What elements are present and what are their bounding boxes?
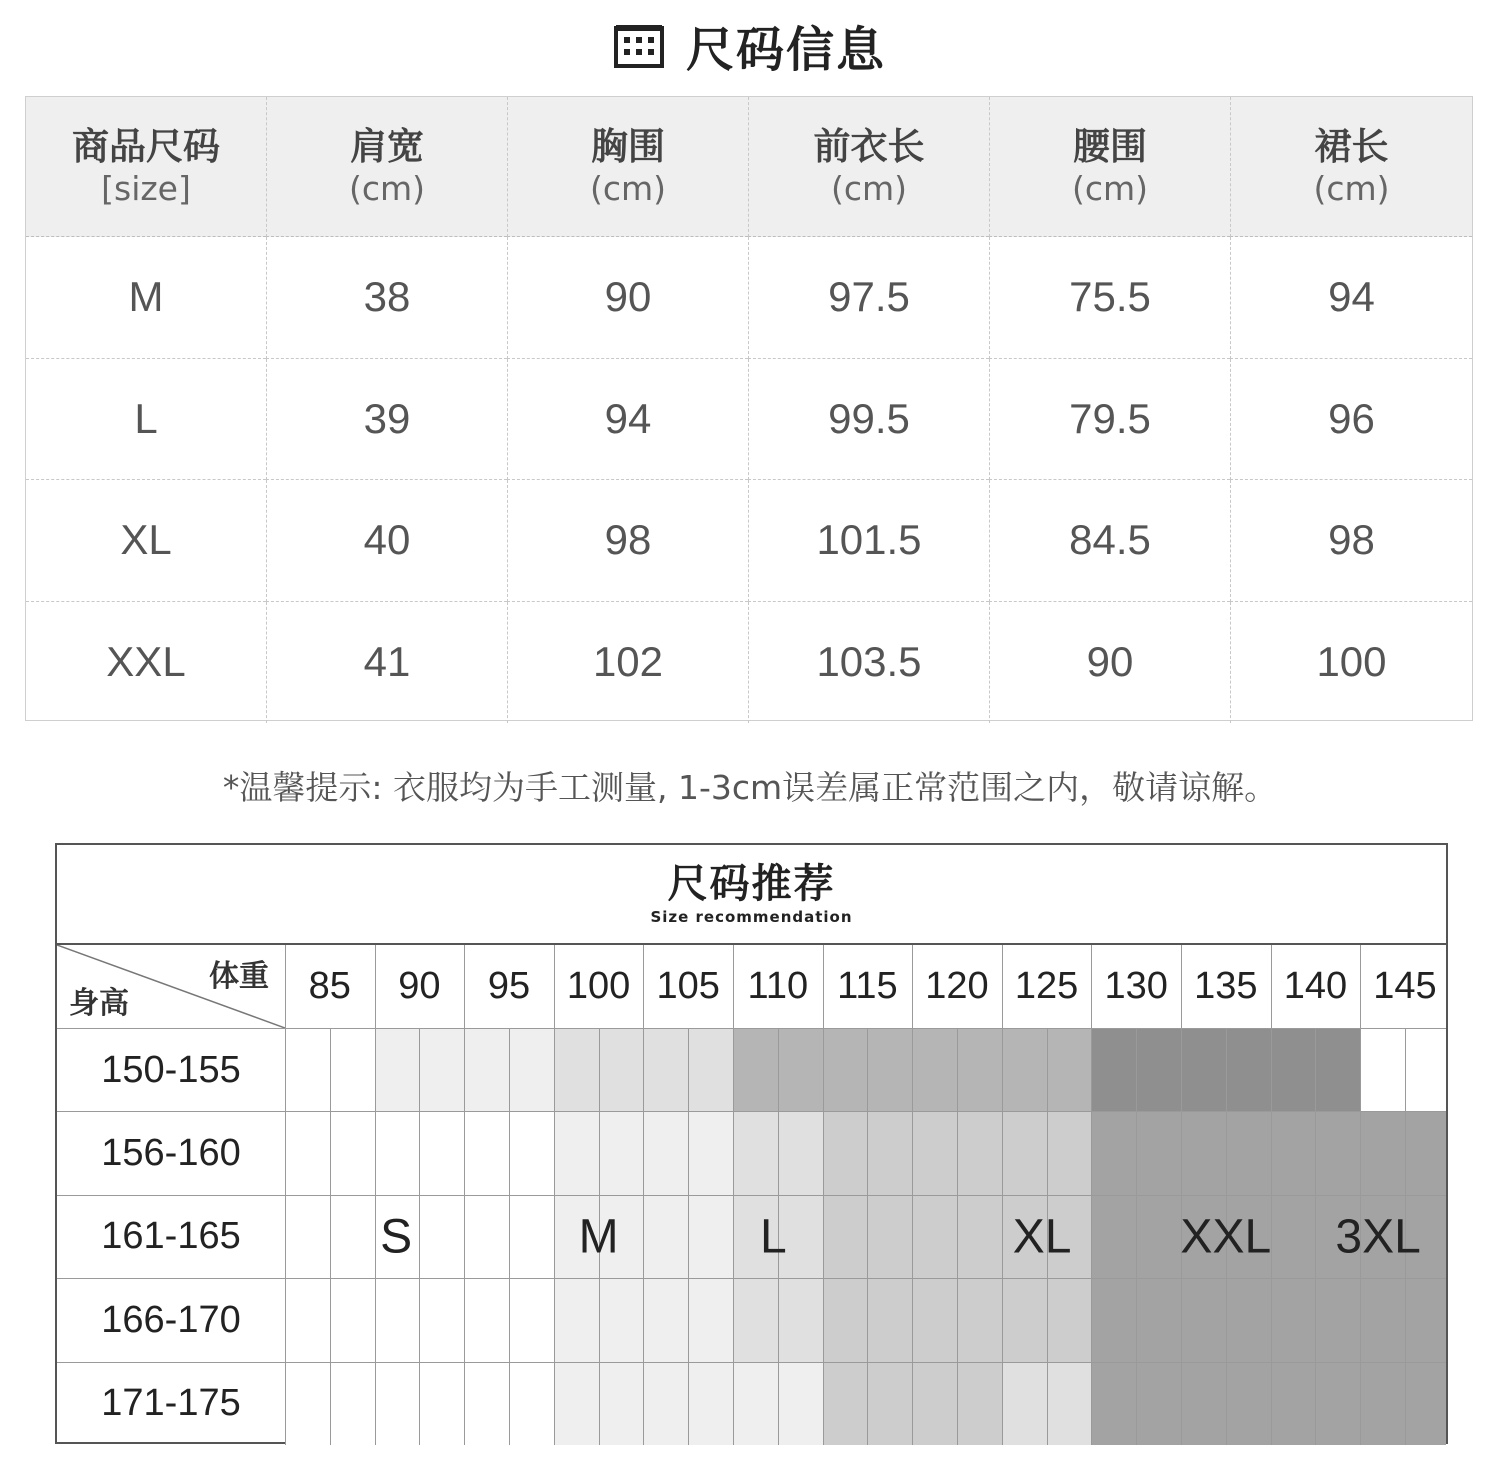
recommendation-cell xyxy=(1405,1028,1446,1111)
recommendation-cell xyxy=(1405,1362,1446,1445)
recommendation-cell xyxy=(1181,1278,1226,1361)
ruler-grid-icon xyxy=(614,22,664,68)
measurement-cell: 40 xyxy=(266,480,507,602)
table-row xyxy=(26,602,1472,724)
measurement-cell: 103.5 xyxy=(748,602,989,724)
page-title xyxy=(0,10,1500,80)
header-cell xyxy=(748,97,989,237)
recommendation-cell xyxy=(1360,1111,1405,1194)
weight-label: 125 xyxy=(1014,965,1079,1007)
recommendation-cell xyxy=(1360,1362,1405,1445)
grid-divider xyxy=(1271,945,1272,1028)
recommendation-cell xyxy=(1181,1111,1226,1194)
recommendation-cell xyxy=(509,1028,554,1111)
recommendation-cell xyxy=(1226,1362,1271,1445)
recommendation-cell xyxy=(330,1195,375,1278)
recommendation-cell xyxy=(823,1195,868,1278)
measurement-cell: 101.5 xyxy=(748,480,989,602)
header-cell xyxy=(26,97,266,237)
recommendation-cell xyxy=(1315,1111,1360,1194)
recommendation-cell xyxy=(643,1278,688,1361)
axis-corner xyxy=(57,945,285,1028)
recommendation-cell xyxy=(419,1278,464,1361)
weight-label: 100 xyxy=(566,965,631,1007)
recommendation-cell xyxy=(419,1195,464,1278)
recommendation-cell xyxy=(957,1195,1002,1278)
recommendation-cell xyxy=(375,1362,420,1445)
recommendation-cell xyxy=(1002,1111,1047,1194)
weight-label: 130 xyxy=(1104,965,1168,1007)
size-cell: XL xyxy=(26,480,266,602)
recommendation-header xyxy=(57,845,1446,945)
recommendation-cell xyxy=(823,1028,868,1111)
recommendation-cell xyxy=(733,1028,778,1111)
recommendation-cell xyxy=(1091,1111,1136,1194)
weight-label: 145 xyxy=(1373,965,1437,1007)
weight-label: 115 xyxy=(837,965,898,1007)
recommendation-cell xyxy=(1091,1278,1136,1361)
table-row xyxy=(26,480,1472,602)
grid-divider xyxy=(1091,945,1092,1028)
recommendation-cell xyxy=(599,1362,644,1445)
header-unit: (cm) xyxy=(1313,168,1390,208)
recommendation-cell xyxy=(464,1195,509,1278)
header-label: 肩宽 xyxy=(350,124,424,168)
recommendation-cell xyxy=(1002,1362,1047,1445)
recommendation-cell xyxy=(1091,1195,1136,1278)
grid-divider xyxy=(733,945,734,1028)
recommendation-cell xyxy=(509,1195,554,1278)
recommendation-cell xyxy=(912,1028,957,1111)
recommendation-cell xyxy=(733,1111,778,1194)
recommendation-cell xyxy=(1002,1278,1047,1361)
recommendation-cell xyxy=(1315,1028,1360,1111)
header-label: 裙长 xyxy=(1314,124,1389,168)
recommendation-cell xyxy=(1181,1362,1226,1445)
size-cell: XXL xyxy=(106,638,186,686)
recommendation-cell xyxy=(643,1111,688,1194)
recommendation-cell xyxy=(1360,1028,1405,1111)
recommendation-cell xyxy=(285,1111,330,1194)
recommendation-cell xyxy=(912,1362,957,1445)
grid-divider xyxy=(375,945,376,1028)
grid-divider xyxy=(823,945,824,1028)
weight-label: 110 xyxy=(747,965,809,1007)
height-label: 150-155 xyxy=(57,1028,285,1111)
recommendation-cell xyxy=(1091,1028,1136,1111)
recommendation-cell xyxy=(1091,1362,1136,1445)
title-text: 尺码信息 xyxy=(685,21,886,78)
measurement-cell: 41 xyxy=(266,602,507,724)
measurement-cell: 98 xyxy=(507,480,748,602)
recommendation-cell xyxy=(599,1111,644,1194)
recommendation-cell xyxy=(375,1278,420,1361)
recommendation-cell xyxy=(509,1362,554,1445)
recommendation-cell xyxy=(1360,1278,1405,1361)
recommendation-cell xyxy=(285,1362,330,1445)
size-cell: L xyxy=(26,359,266,481)
recommendation-cell xyxy=(778,1362,823,1445)
recommendation-cell xyxy=(1047,1028,1092,1111)
recommendation-cell xyxy=(733,1278,778,1361)
measurement-cell: 79.5 xyxy=(989,359,1230,481)
recommendation-cell xyxy=(599,1028,644,1111)
recommendation-cell xyxy=(1405,1111,1446,1194)
size-cell: M xyxy=(26,237,266,359)
recommendation-cell xyxy=(509,1278,554,1361)
grid-divider xyxy=(643,945,644,1028)
recommendation-cell xyxy=(464,1278,509,1361)
size-table-header xyxy=(26,97,1472,237)
measurement-cell: 84.5 xyxy=(989,480,1230,602)
recommendation-cell xyxy=(733,1362,778,1445)
measurement-cell: 99.5 xyxy=(748,359,989,481)
recommendation-cell xyxy=(599,1278,644,1361)
height-label: 161-165 xyxy=(57,1195,285,1278)
recommendation-cell xyxy=(330,1111,375,1194)
recommendation-cell xyxy=(643,1362,688,1445)
table-row xyxy=(26,237,1472,359)
recommendation-cell xyxy=(330,1362,375,1445)
recommendation-cell xyxy=(643,1028,688,1111)
recommendation-cell xyxy=(957,1111,1002,1194)
measurement-cell: 90 xyxy=(507,237,748,359)
height-label: 166-170 xyxy=(57,1278,285,1361)
recommendation-cell xyxy=(957,1362,1002,1445)
measurement-cell: 38 xyxy=(266,237,507,359)
recommendation-cell xyxy=(464,1362,509,1445)
header-label: 前衣长 xyxy=(813,124,925,168)
recommendation-cell xyxy=(688,1362,733,1445)
header-unit: (cm) xyxy=(348,168,426,208)
weight-label: 95 xyxy=(487,965,531,1007)
weight-label: 90 xyxy=(398,965,441,1007)
grid-divider xyxy=(912,945,913,1028)
recommendation-cell xyxy=(867,1362,912,1445)
recommendation-cell xyxy=(688,1111,733,1194)
recommendation-cell xyxy=(1136,1111,1181,1194)
recommendation-cell xyxy=(419,1362,464,1445)
measurement-cell: 102 xyxy=(507,602,748,724)
recommendation-cell xyxy=(957,1028,1002,1111)
recommendation-cell xyxy=(867,1278,912,1361)
recommendation-cell xyxy=(957,1278,1002,1361)
recommendation-cell xyxy=(912,1278,957,1361)
header-label: 商品尺码 xyxy=(72,124,220,168)
measurement-cell: 90 xyxy=(989,602,1230,724)
grid-divider xyxy=(285,945,286,1444)
weight-label: 85 xyxy=(308,965,351,1007)
recommendation-cell xyxy=(285,1278,330,1361)
height-label: 171-175 xyxy=(57,1362,285,1445)
recommendation-cell xyxy=(867,1111,912,1194)
header-unit: (cm) xyxy=(1071,168,1149,208)
recommendation-cell xyxy=(554,1278,599,1361)
weight-label: 140 xyxy=(1283,965,1348,1007)
measurement-cell: 39 xyxy=(266,359,507,481)
weight-axis-label: 体重 xyxy=(209,959,269,994)
recommendation-cell xyxy=(912,1195,957,1278)
recommendation-cell xyxy=(867,1195,912,1278)
weight-label: 120 xyxy=(925,965,989,1007)
recommendation-cell xyxy=(464,1111,509,1194)
recommendation-cell xyxy=(375,1111,420,1194)
recommendation-cell xyxy=(419,1111,464,1194)
size-region-label: L xyxy=(759,1210,787,1263)
header-unit: [size] xyxy=(101,168,191,208)
recommendation-cell xyxy=(375,1028,420,1111)
header-unit: (cm) xyxy=(589,168,667,208)
header-cell xyxy=(507,97,748,237)
size-region-label: M xyxy=(578,1210,619,1263)
recommendation-cell xyxy=(419,1028,464,1111)
recommendation-cell xyxy=(509,1111,554,1194)
size-info-table xyxy=(25,96,1473,721)
size-region-label: XXL xyxy=(1180,1210,1272,1263)
recommendation-cell xyxy=(823,1362,868,1445)
recommendation-cell xyxy=(330,1278,375,1361)
recommendation-cell xyxy=(1181,1028,1226,1111)
height-axis-label: 身高 xyxy=(69,986,129,1021)
recommendation-cell xyxy=(1226,1278,1271,1361)
recommendation-cell xyxy=(554,1028,599,1111)
measurement-cell: 94 xyxy=(1230,237,1472,359)
weight-label: 135 xyxy=(1194,965,1258,1007)
recommendation-cell xyxy=(1002,1028,1047,1111)
measurement-cell: 100 xyxy=(1230,602,1472,724)
recommendation-cell xyxy=(1136,1362,1181,1445)
recommendation-cell xyxy=(1136,1195,1181,1278)
grid-divider xyxy=(464,945,465,1028)
recommendation-cell xyxy=(1271,1195,1316,1278)
grid-divider xyxy=(1360,945,1361,1028)
grid-divider xyxy=(1181,945,1182,1028)
recommendation-cell xyxy=(1136,1028,1181,1111)
recommendation-cell xyxy=(688,1195,733,1278)
header-unit: (cm) xyxy=(830,168,908,208)
measurement-cell: 94 xyxy=(507,359,748,481)
recommendation-cell xyxy=(1136,1278,1181,1361)
recommendation-cell xyxy=(1047,1111,1092,1194)
recommendation-cell xyxy=(285,1195,330,1278)
recommendation-cell xyxy=(1315,1278,1360,1361)
recommendation-cell xyxy=(1047,1362,1092,1445)
measurement-note: *温馨提示: 衣服均为手工测量, 1-3cm误差属正常范围之内，敬请谅解。 xyxy=(222,768,1278,807)
recommendation-cell xyxy=(778,1278,823,1361)
header-label: 胸围 xyxy=(591,124,665,168)
recommendation-title: 尺码推荐 xyxy=(667,860,836,907)
header-cell xyxy=(266,97,507,237)
header-cell xyxy=(1230,97,1472,237)
measurement-cell: 98 xyxy=(1230,480,1472,602)
recommendation-cell xyxy=(688,1028,733,1111)
weight-label: 105 xyxy=(656,965,720,1007)
recommendation-cell xyxy=(778,1111,823,1194)
size-region-label: S xyxy=(380,1210,413,1263)
size-recommendation-chart xyxy=(55,843,1448,1444)
recommendation-cell xyxy=(1047,1278,1092,1361)
grid-divider xyxy=(1002,945,1003,1028)
header-cell xyxy=(989,97,1230,237)
recommendation-cell xyxy=(1226,1111,1271,1194)
recommendation-cell xyxy=(1271,1278,1316,1361)
recommendation-cell xyxy=(688,1278,733,1361)
recommendation-subtitle: Size recommendation xyxy=(650,908,853,926)
recommendation-cell xyxy=(464,1028,509,1111)
recommendation-cell xyxy=(867,1028,912,1111)
header-label: 腰围 xyxy=(1073,124,1147,168)
table-row xyxy=(26,359,1472,481)
recommendation-cell xyxy=(1271,1111,1316,1194)
recommendation-cell xyxy=(330,1028,375,1111)
recommendation-cell xyxy=(778,1028,823,1111)
recommendation-cell xyxy=(912,1111,957,1194)
grid-divider xyxy=(554,945,555,1028)
recommendation-cell xyxy=(823,1278,868,1361)
size-region-label: XL xyxy=(1012,1210,1072,1263)
recommendation-cell xyxy=(554,1362,599,1445)
recommendation-cell xyxy=(1226,1028,1271,1111)
size-region-label: 3XL xyxy=(1335,1210,1421,1263)
measurement-cell: 96 xyxy=(1230,359,1472,481)
height-label: 156-160 xyxy=(57,1111,285,1194)
measurement-cell: 75.5 xyxy=(989,237,1230,359)
recommendation-cell xyxy=(554,1111,599,1194)
recommendation-cell xyxy=(1315,1362,1360,1445)
recommendation-cell xyxy=(823,1111,868,1194)
recommendation-cell xyxy=(285,1028,330,1111)
recommendation-cell xyxy=(1271,1028,1316,1111)
recommendation-cell xyxy=(1405,1278,1446,1361)
recommendation-cell xyxy=(643,1195,688,1278)
recommendation-cell xyxy=(1271,1362,1316,1445)
measurement-cell: 97.5 xyxy=(748,237,989,359)
